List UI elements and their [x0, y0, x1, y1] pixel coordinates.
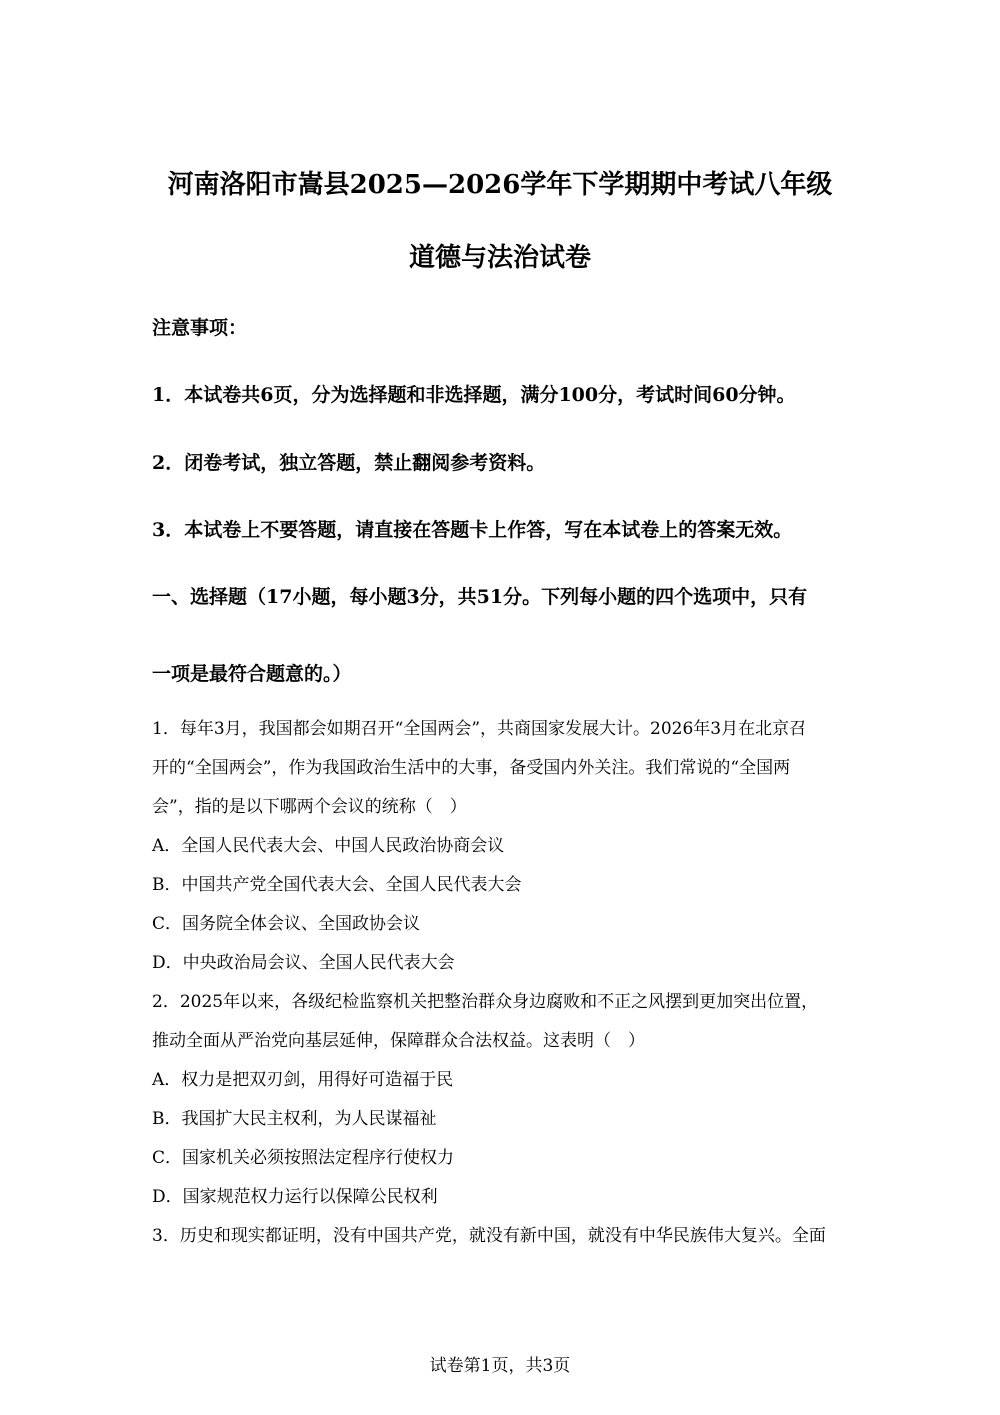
question-1-option-c: C．国务院全体会议、全国政协会议 — [152, 914, 421, 934]
question-1-option-a: A．全国人民代表大会、中国人民政治协商会议 — [152, 836, 505, 856]
question-3-stem-line-1: 3．历史和现实都证明，没有中国共产党，就没有新中国，就没有中华民族伟大复兴。全面 — [152, 1226, 826, 1246]
section-heading-line-2: 一项是最符合题意的。） — [152, 663, 352, 685]
notice-item-3: 3．本试卷上不要答题，请直接在答题卡上作答，写在本试卷上的答案无效。 — [152, 519, 793, 541]
section-heading-line-1: 一、选择题（17小题，每小题3分，共51分。下列每小题的四个选项中，只有 — [152, 586, 808, 608]
notice-item-2: 2．闭卷考试，独立答题，禁止翻阅参考资料。 — [152, 452, 546, 474]
question-2-stem-line-1: 2．2025年以来，各级纪检监察机关把整治群众身边腐败和不正之风摆到更加突出位置， — [152, 992, 819, 1012]
question-2-option-c: C．国家机关必须按照法定程序行使权力 — [152, 1148, 455, 1168]
page-footer: 试卷第1页，共3页 — [429, 1356, 571, 1376]
notice-item-1: 1．本试卷共6页，分为选择题和非选择题，满分100分，考试时间60分钟。 — [152, 384, 796, 406]
question-1-stem-line-3: 会”，指的是以下哪两个会议的统称（ ） — [152, 797, 467, 817]
question-2-option-a: A．权力是把双刃剑，用得好可造福于民 — [152, 1070, 454, 1090]
question-2-stem-line-2: 推动全面从严治党向基层延伸，保障群众合法权益。这表明（ ） — [152, 1031, 645, 1051]
notice-heading: 注意事项： — [152, 317, 248, 339]
question-2-option-d: D．国家规范权力运行以保障公民权利 — [152, 1187, 438, 1207]
question-1-option-d: D．中央政治局会议、全国人民代表大会 — [152, 953, 455, 973]
question-1-stem-line-2: 开的“全国两会”，作为我国政治生活中的大事，备受国内外关注。我们常说的“全国两 — [152, 758, 791, 778]
exam-title-line-2: 道德与法治试卷 — [408, 243, 591, 273]
question-2-option-b: B．我国扩大民主权利，为人民谋福祉 — [152, 1109, 437, 1129]
exam-title-line-1: 河南洛阳市嵩县2025—2026学年下学期期中考试八年级 — [167, 170, 833, 200]
question-1-stem-line-1: 1．每年3月，我国都会如期召开“全国两会”，共商国家发展大计。2026年3月在北京召 — [152, 719, 807, 739]
question-1-option-b: B．中国共产党全国代表大会、全国人民代表大会 — [152, 875, 522, 895]
